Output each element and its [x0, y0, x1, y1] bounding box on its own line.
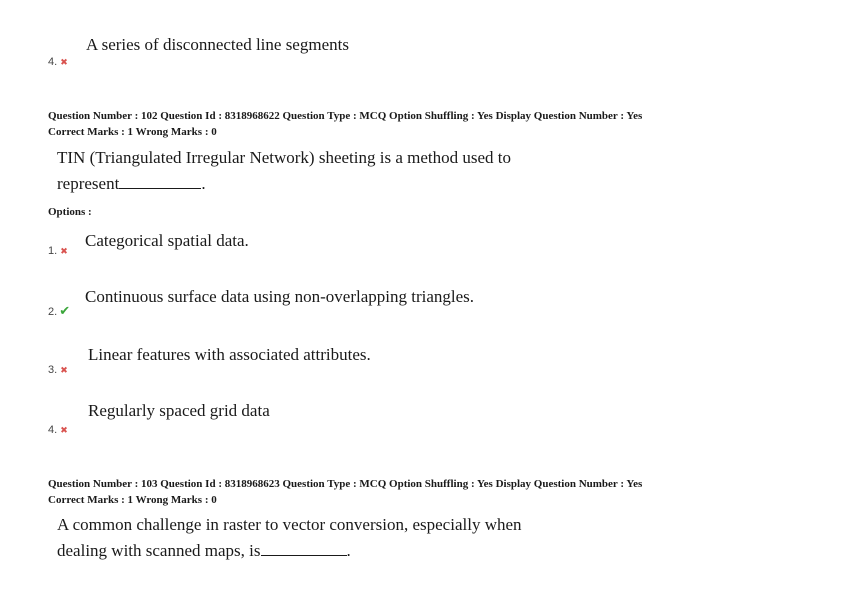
question-meta-line2: Correct Marks : 1 Wrong Marks : 0 — [48, 126, 217, 138]
question-meta-line1: Question Number : 102 Question Id : 8318968622 Question Type : MCQ Option Shuffling : Yes Display Question Number : Yes — [48, 110, 643, 122]
option-number: 4. — [48, 56, 58, 68]
cross-icon: ✖ — [60, 246, 68, 256]
answer-blank — [261, 541, 347, 556]
option-1-text: Categorical spatial data. — [85, 231, 249, 250]
option-number: 1. — [48, 245, 58, 257]
option-4-number — [48, 424, 68, 436]
option-3-text: Linear features with associated attributes. — [88, 345, 371, 364]
question-text-line1: A common challenge in raster to vector conversion, especially when — [57, 515, 522, 534]
option-1-number — [48, 245, 68, 257]
prev-option-4-text: A series of disconnected line segments — [86, 35, 349, 54]
cross-icon: ✖ — [60, 425, 68, 435]
prev-option-4-number — [48, 56, 68, 68]
option-2-number — [48, 303, 70, 319]
answer-blank — [119, 174, 201, 189]
question-text-line2 — [57, 171, 511, 197]
option-3-number — [48, 364, 68, 376]
option-4-text: Regularly spaced grid data — [88, 401, 270, 420]
option-number: 2. — [48, 306, 58, 318]
option-number: 4. — [48, 424, 58, 436]
check-icon: ✔ — [59, 303, 71, 318]
cross-icon: ✖ — [60, 57, 68, 67]
question-102-text — [57, 145, 511, 197]
question-text-line2-start: represent — [57, 174, 120, 193]
options-label: Options : — [48, 206, 92, 218]
question-102-meta — [48, 108, 642, 140]
cross-icon: ✖ — [60, 365, 68, 375]
option-2-text: Continuous surface data using non-overlapping triangles. — [85, 287, 475, 306]
question-meta-line2: Correct Marks : 1 Wrong Marks : 0 — [48, 494, 217, 506]
question-text-line2-end: . — [201, 174, 206, 193]
question-text-line2-end: . — [346, 541, 351, 560]
question-text-line2 — [57, 538, 522, 564]
question-meta-line1: Question Number : 103 Question Id : 8318968623 Question Type : MCQ Option Shuffling : Yes Display Question Number : Yes — [48, 478, 643, 490]
option-number: 3. — [48, 364, 58, 376]
question-103-meta — [48, 476, 642, 508]
question-103-text — [57, 512, 522, 564]
question-text-line2-start: dealing with scanned maps, is — [57, 541, 261, 560]
question-text-line1: TIN (Triangulated Irregular Network) sheeting is a method used to — [57, 148, 512, 167]
